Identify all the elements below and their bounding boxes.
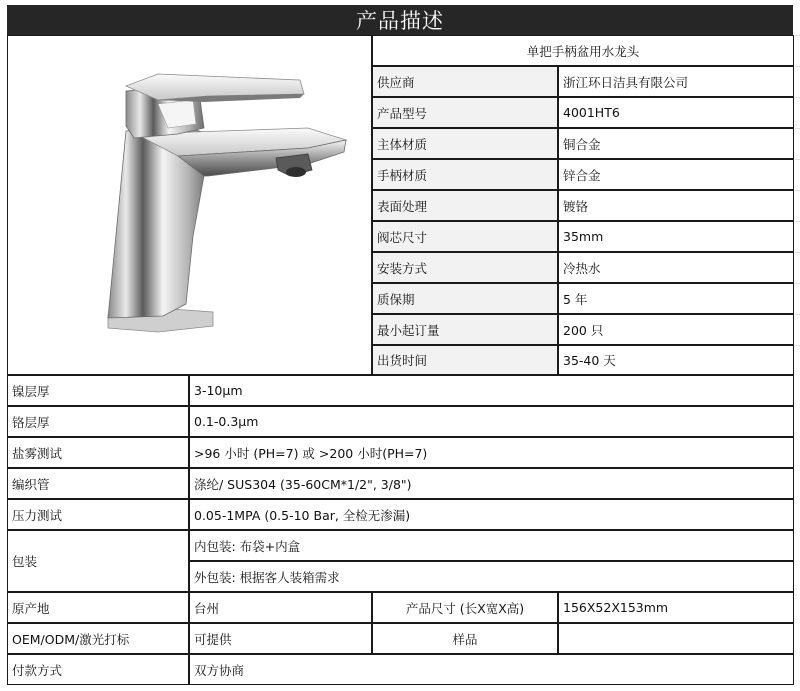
spec-value-moq: 200 只 — [558, 314, 794, 345]
sample-label: 样品 — [372, 623, 558, 654]
spec-label-supplier: 供应商 — [372, 66, 558, 97]
size-label: 产品尺寸 (长X宽X高) — [372, 592, 558, 623]
product-name: 单把手柄盆用水龙头 — [372, 35, 794, 66]
spec-label-moq: 最小起订量 — [372, 314, 558, 345]
packaging-outer: 外包装: 根据客人装箱需求 — [189, 561, 794, 592]
spec-label-model: 产品型号 — [372, 97, 558, 128]
origin-value: 台州 — [189, 592, 372, 623]
spec-value-supplier: 浙江环日洁具有限公司 — [558, 66, 794, 97]
size-value: 156X52X153mm — [558, 592, 794, 623]
spec-label-lead-time: 出货时间 — [372, 345, 558, 375]
detail-value-pressure: 0.05-1MPA (0.5-10 Bar, 全检无渗漏) — [189, 499, 794, 530]
oem-value: 可提供 — [189, 623, 372, 654]
detail-value-nickel: 3-10μm — [189, 375, 794, 406]
page-title: 产品描述 — [7, 5, 793, 35]
spec-label-finish: 表面处理 — [372, 190, 558, 221]
spec-value-lead-time: 35-40 天 — [558, 345, 794, 375]
detail-label-chrome: 铬层厚 — [7, 406, 189, 437]
detail-label-hose: 编织管 — [7, 468, 189, 499]
spec-label-cartridge: 阀芯尺寸 — [372, 221, 558, 252]
spec-label-warranty: 质保期 — [372, 283, 558, 314]
detail-value-hose: 涤纶/ SUS304 (35-60CM*1/2", 3/8") — [189, 468, 794, 499]
spec-label-handle-material: 手柄材质 — [372, 159, 558, 190]
spec-label-body-material: 主体材质 — [372, 128, 558, 159]
packaging-label: 包装 — [7, 530, 189, 592]
spec-label-installation: 安装方式 — [372, 252, 558, 283]
detail-label-nickel: 镍层厚 — [7, 375, 189, 406]
spec-value-finish: 镀铬 — [558, 190, 794, 221]
detail-value-salt-spray: >96 小时 (PH=7) 或 >200 小时(PH=7) — [189, 437, 794, 468]
sample-value — [558, 623, 794, 654]
spec-value-cartridge: 35mm — [558, 221, 794, 252]
detail-value-chrome: 0.1-0.3μm — [189, 406, 794, 437]
spec-value-installation: 冷热水 — [558, 252, 794, 283]
payment-value: 双方协商 — [189, 654, 794, 685]
spec-value-model: 4001HT6 — [558, 97, 794, 128]
faucet-image — [8, 36, 371, 374]
detail-label-pressure: 压力测试 — [7, 499, 189, 530]
packaging-inner: 内包装: 布袋+内盒 — [189, 530, 794, 561]
product-image-cell — [7, 35, 372, 375]
spec-value-body-material: 铜合金 — [558, 128, 794, 159]
oem-label: OEM/ODM/激光打标 — [7, 623, 189, 654]
detail-label-salt-spray: 盐雾测试 — [7, 437, 189, 468]
payment-label: 付款方式 — [7, 654, 189, 685]
spec-value-warranty: 5 年 — [558, 283, 794, 314]
origin-label: 原产地 — [7, 592, 189, 623]
spec-value-handle-material: 锌合金 — [558, 159, 794, 190]
